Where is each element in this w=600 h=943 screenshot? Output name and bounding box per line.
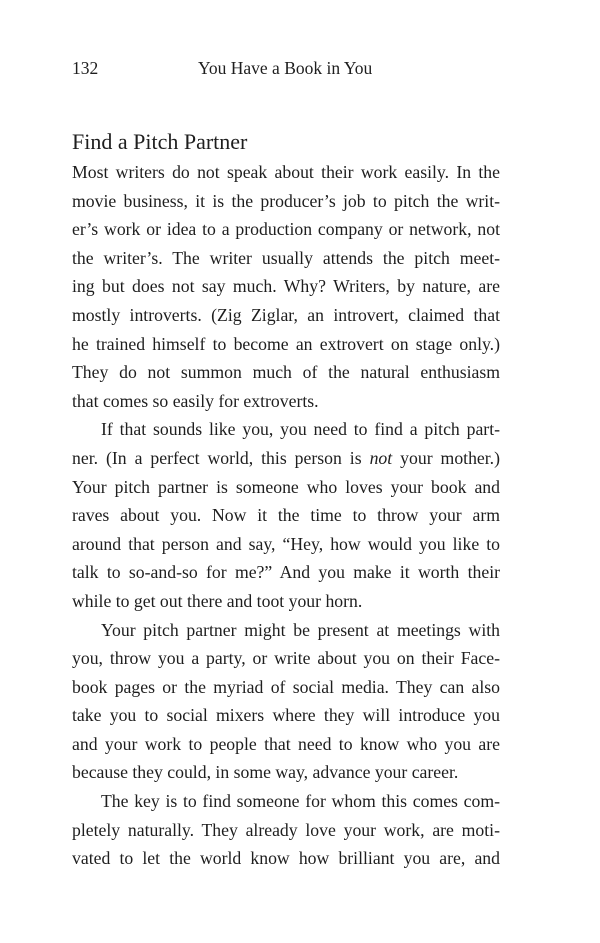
body-text xyxy=(72,158,500,873)
paragraph-2 xyxy=(72,415,500,615)
text-line: book pages or the myriad of social media. They can also xyxy=(72,676,500,697)
text-segment: ner. (In a perfect world, this person is xyxy=(72,447,370,468)
text-segment: your mother.) xyxy=(392,447,500,468)
emphasis-text: not xyxy=(369,447,393,468)
text-line: They do not summon much of the natural enthusiasm xyxy=(72,362,500,383)
text-line: raves about you. Now it the time to throw your arm xyxy=(72,505,500,526)
text-line: talk to so-and-so for me?” And you make it worth their xyxy=(72,562,500,583)
text-line-with-emphasis xyxy=(72,444,500,473)
text-line: mostly introverts. (Zig Ziglar, an introvert, claimed that xyxy=(72,304,500,325)
text-line: Most writers do not speak about their work easily. In the xyxy=(72,162,500,182)
text-line: vated to let the world know how brilliant you are, and xyxy=(72,848,500,869)
paragraph-4 xyxy=(72,787,500,873)
text-line: and your work to people that need to know who you are xyxy=(72,733,500,754)
text-line: Your pitch partner might be present at meetings with xyxy=(101,619,500,640)
text-line: The key is to find someone for whom this comes com- xyxy=(101,791,500,812)
text-line: er’s work or idea to a production company or network, not xyxy=(72,219,500,240)
text-line: movie business, it is the producer’s job to pitch the writ- xyxy=(72,190,500,211)
text-line: Your pitch partner is someone who loves your book and xyxy=(72,476,500,497)
section-heading: Find a Pitch Partner xyxy=(72,129,248,154)
paragraph-1 xyxy=(72,158,500,415)
text-line: If that sounds like you, you need to find a pitch part- xyxy=(101,419,500,440)
book-title: You Have a Book in You xyxy=(198,58,373,78)
text-line: he trained himself to become an extrovert on stage only.) xyxy=(72,333,500,354)
paragraph-3 xyxy=(72,616,500,788)
running-header xyxy=(72,56,502,80)
text-line: because they could, in some way, advance your career. xyxy=(72,762,459,783)
text-line: you, throw you a party, or write about you on their Face- xyxy=(72,648,500,669)
text-line: that comes so easily for extroverts. xyxy=(72,390,319,411)
text-line: while to get out there and toot your horn. xyxy=(72,590,363,611)
text-line: ing but does not say much. Why? Writers, by nature, are xyxy=(72,276,500,297)
text-line: the writer’s. The writer usually attends the pitch meet- xyxy=(72,247,500,268)
text-line: take you to social mixers where they will introduce you xyxy=(72,705,500,726)
text-line: pletely naturally. They already love your work, are moti- xyxy=(72,819,500,840)
page-number: 132 xyxy=(72,58,99,78)
text-line: around that person and say, “Hey, how would you like to xyxy=(72,533,500,554)
